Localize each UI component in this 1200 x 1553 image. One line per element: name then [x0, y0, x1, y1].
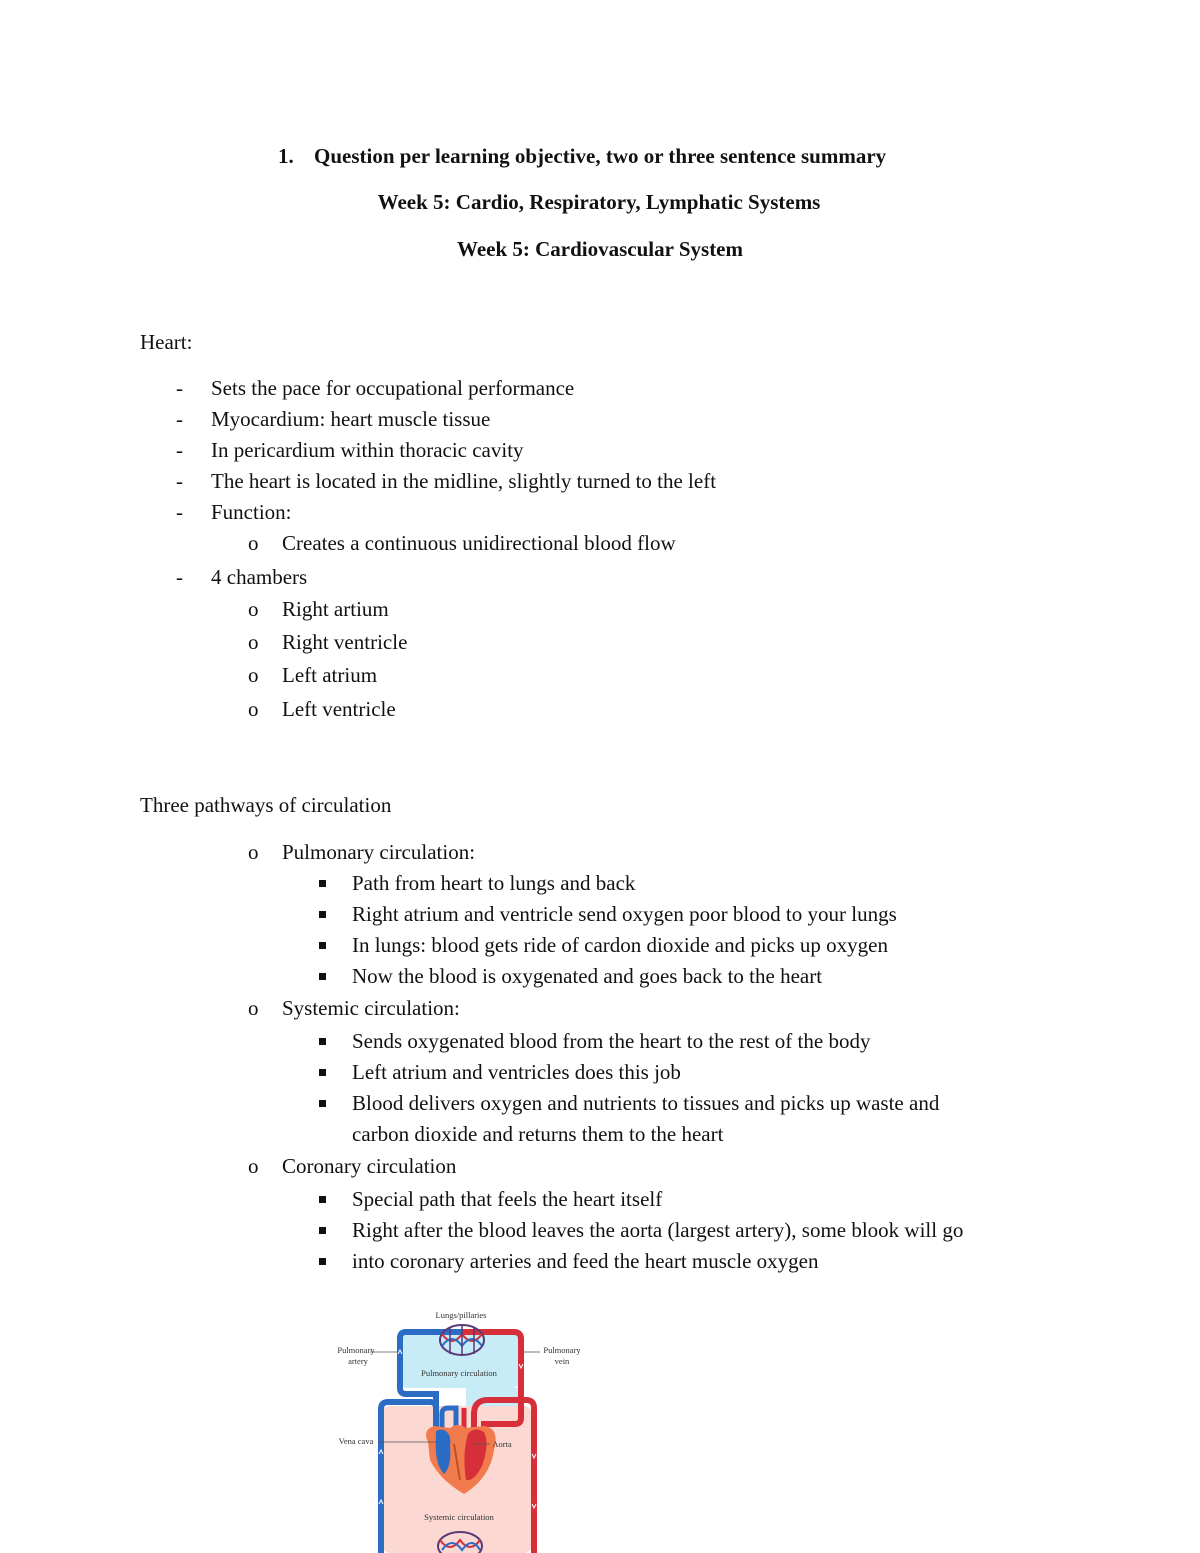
- circle-marker: o: [248, 597, 259, 621]
- circulation-diagram-svg: [334, 1304, 590, 1553]
- circle-marker: o: [248, 1154, 259, 1178]
- heart-item: Function:: [211, 500, 292, 524]
- pulmonary-artery-label-line2: artery: [348, 1356, 368, 1366]
- heart-item: 4 chambers: [211, 565, 308, 589]
- circulation-section-title: Three pathways of circulation: [140, 793, 392, 817]
- pulmonary-vein-label-line2: vein: [554, 1356, 570, 1366]
- dash-marker: -: [176, 438, 183, 462]
- heading-text: Question per learning objective, two or three sentence summary: [314, 144, 887, 168]
- square-bullet: [319, 1100, 326, 1107]
- square-bullet: [319, 1258, 326, 1265]
- lung-capillaries: [440, 1325, 484, 1356]
- circle-marker: o: [248, 996, 259, 1020]
- coronary-item: Right after the blood leaves the aorta (largest artery), some blook will go: [352, 1218, 964, 1242]
- coronary-label: Coronary circulation: [282, 1154, 457, 1178]
- square-bullet: [319, 911, 326, 918]
- circle-marker: o: [248, 663, 259, 687]
- systemic-item: Left atrium and ventricles does this job: [352, 1060, 681, 1084]
- vena-cava-label: Vena cava: [338, 1436, 374, 1446]
- square-bullet: [319, 1069, 326, 1076]
- systemic-item: Blood delivers oxygen and nutrients to tissues and picks up waste and: [352, 1091, 940, 1115]
- pulmonary-item: In lungs: blood gets ride of cardon dioxide and picks up oxygen: [352, 933, 888, 957]
- pulmonary-region: [401, 1330, 519, 1388]
- aorta-label: Aorta: [492, 1439, 512, 1449]
- heart-subitem: Right ventricle: [282, 630, 408, 654]
- question-heading: [278, 144, 886, 169]
- week-cardio-heading: Week 5: Cardiovascular System: [456, 237, 743, 261]
- circle-marker: o: [248, 531, 259, 555]
- pulmonary-item: Path from heart to lungs and back: [352, 871, 636, 895]
- dash-marker: -: [176, 469, 183, 493]
- square-bullet: [319, 942, 326, 949]
- lungs-label: Lungs/pillaries: [435, 1310, 487, 1320]
- dash-marker: -: [176, 565, 183, 589]
- square-bullet: [319, 880, 326, 887]
- heart-item: In pericardium within thoracic cavity: [211, 438, 524, 462]
- circle-marker: o: [248, 630, 259, 654]
- heart-item: Sets the pace for occupational performance: [211, 376, 575, 400]
- dash-marker: -: [176, 376, 183, 400]
- dash-marker: -: [176, 500, 183, 524]
- pulmonary-item: Now the blood is oxygenated and goes back to the heart: [352, 964, 823, 988]
- systemic-item: Sends oxygenated blood from the heart to the rest of the body: [352, 1029, 871, 1053]
- square-bullet: [319, 1196, 326, 1203]
- coronary-item: Special path that feels the heart itself: [352, 1187, 663, 1211]
- circulation-diagram: [334, 1304, 590, 1553]
- pulmonary-circulation-label: Pulmonary circulation: [421, 1368, 497, 1378]
- systemic-label: Systemic circulation:: [282, 996, 460, 1020]
- pulmonary-label: Pulmonary circulation:: [282, 840, 476, 864]
- circle-marker: o: [248, 697, 259, 721]
- week-systems-heading: Week 5: Cardio, Respiratory, Lymphatic Systems: [377, 190, 821, 214]
- coronary-item: into coronary arteries and feed the heart muscle oxygen: [352, 1249, 819, 1273]
- heart-subitem: Right artium: [282, 597, 389, 621]
- heart-item: Myocardium: heart muscle tissue: [211, 407, 491, 431]
- square-bullet: [319, 1038, 326, 1045]
- pulmonary-vein-label-line1: Pulmonary: [543, 1345, 581, 1355]
- heart-subitem: Creates a continuous unidirectional blood flow: [282, 531, 676, 555]
- pulmonary-item: Right atrium and ventricle send oxygen poor blood to your lungs: [352, 902, 897, 926]
- dash-marker: -: [176, 407, 183, 431]
- square-bullet: [319, 973, 326, 980]
- systemic-circulation-label: Systemic circulation: [424, 1512, 494, 1522]
- systemic-item-continued: carbon dioxide and returns them to the heart: [352, 1122, 724, 1146]
- heading-number: 1.: [278, 144, 294, 168]
- heart-subitem: Left ventricle: [282, 697, 396, 721]
- square-bullet: [319, 1227, 326, 1234]
- heart-subitem: Left atrium: [282, 663, 378, 687]
- heart-section-title: Heart:: [140, 330, 193, 354]
- pulmonary-artery-label-line1: Pulmonary: [337, 1345, 375, 1355]
- heart-item: The heart is located in the midline, slightly turned to the left: [211, 469, 717, 493]
- circle-marker: o: [248, 840, 259, 864]
